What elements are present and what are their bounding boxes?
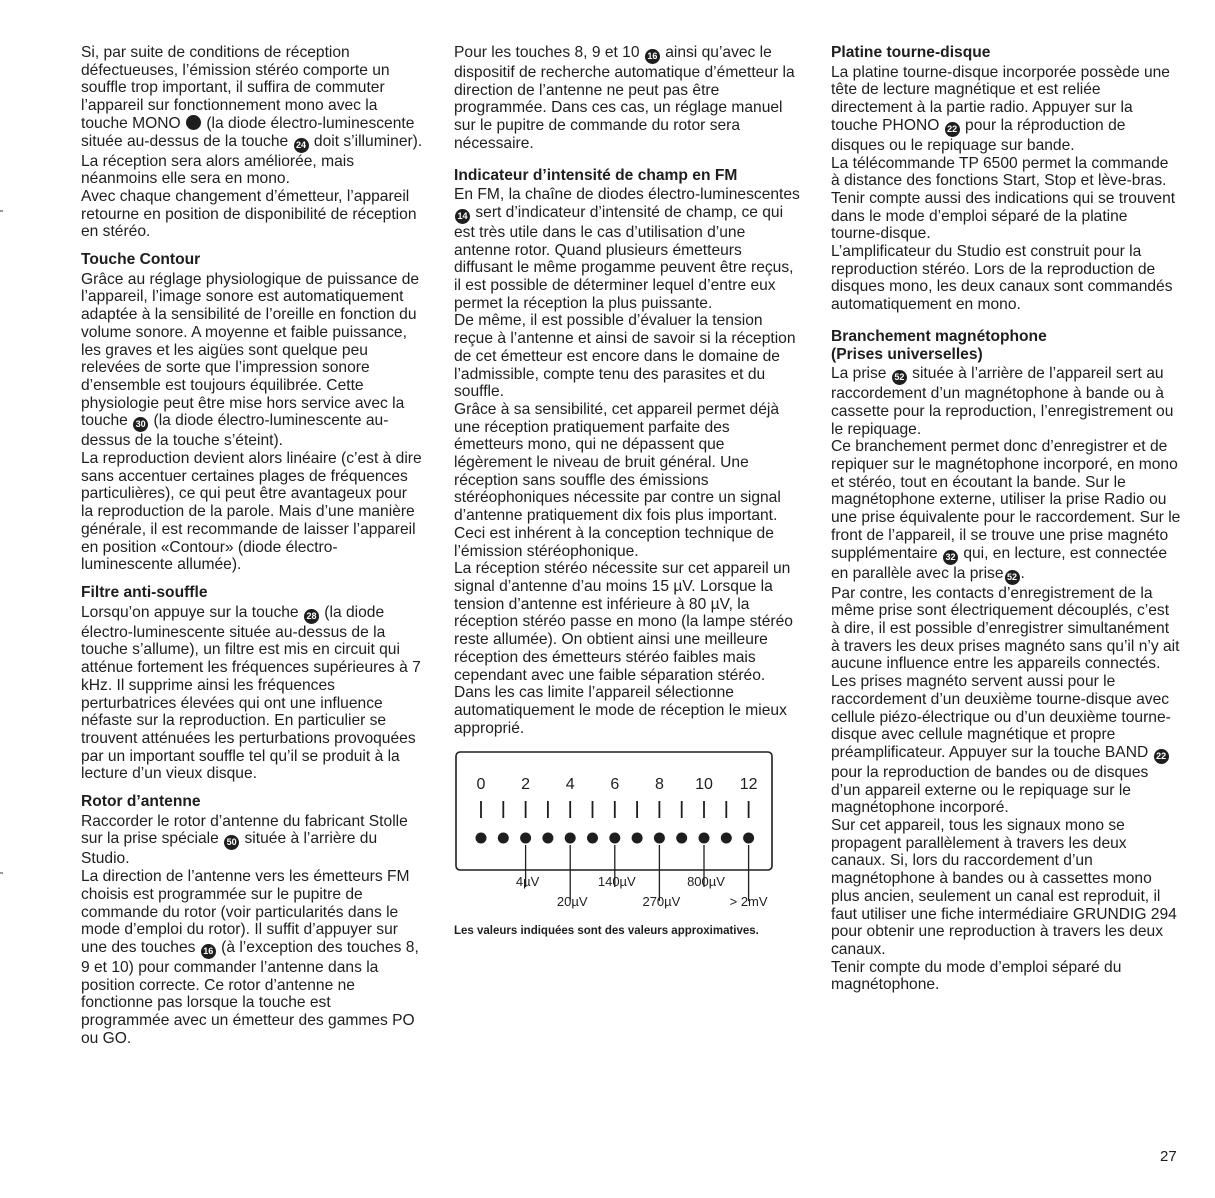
paragraph: La prise 52 située à l’arrière de l’appareil sert au raccordement d’un magnétophone à bande ou à cassette pour la reproduction, l’enregistrement ou le repiquage. [831,365,1174,438]
section-heading: Touche Contour [81,251,201,269]
paragraph: Tenir compte du mode d’emploi séparé du magnétophone. [831,958,1122,994]
control-ref-badge: 28 [304,609,319,624]
scale-label: 8 [654,776,664,794]
field-strength-meter-diagram [454,751,774,921]
figure-caption: Les valeurs indiquées sont des valeurs approximatives. [454,925,759,938]
page-number: 27 [1160,1148,1177,1165]
paragraph: Lorsqu’on appuye sur la touche 28 (la diode électro-luminescente située au-dessus de la touche s’allume), un filtre est mis en circuit qui atténue fortement les fréquences supérieures à 7 kHz. Il supprime ainsi les fréquences perturbatrices élevées qui ont une influence néfaste sur la reproduction. En particulier se trouvent atténuées les perturbations provoquées par un important souffle tel qu’il se produit à la lecture d’un vieux disque. [81,603,421,783]
scale-label: 12 [739,776,758,794]
led-dot [699,833,710,844]
paragraph: La reproduction devient alors linéaire (c’est à dire sans accentuer certaines plages de fréquences particulières), ce qui peut être avantageux pour la reproduction de la parole. Mais d’une manière générale, il est recommande de laisser l’appareil en position «Contour» (diode électro-luminescente allumée). [81,450,422,574]
scale-label: 6 [610,776,620,794]
paragraph: Tenir compte aussi des indications qui se trouvent dans le mode d’emploi séparé de la platine tourne-disque. [831,189,1176,243]
led-dot [476,833,487,844]
scale-label: 10 [695,776,713,794]
control-ref-badge: 16 [201,944,216,959]
control-ref-badge: 24 [294,138,309,153]
paragraph: Grâce à sa sensibilité, cet appareil permet déjà une réception pratiquement parfaite des émetteurs mono, qui ne dépassent que légèrement le niveau de bruit général. Une réception sans souffle des émissions stéréophoniques nécessite par contre un signal d’antenne pratiquement dix fois plus important. Ceci est inhérent à la conception technique de l’émission stéréophonique. [454,400,781,560]
led-dot [721,833,732,844]
section-heading: Filtre anti-souffle [81,583,208,601]
paragraph: Raccorder le rotor d’antenne du fabricant Stolle sur la prise spéciale 50 située à l’arrière du Studio. [81,812,408,868]
paragraph: En FM, la chaîne de diodes électro-luminescentes 14 sert d’indicateur d’intensité de champ, ce qui est très utile dans le cas d’utilisation d’une antenne rotor. Quand plusieurs émetteurs diffusant le même progamme peuvent être reçus, il est possible de déterminer lequel d’entre eux permet la réception la plus puissante. [454,186,800,312]
margin-mark [0,210,3,212]
paragraph: Grâce au réglage physiologique de puissance de l’appareil, l’image sonore est automatiquement adaptée à la sensibilité de l’oreille en fonction du volume sonore. A moyenne et faible puissance, les graves et les aigües sont quelque peu relevées de sorte que l’impression sonore d’ensemble est toujours équilibrée. Cette physiologie peut être mise hors service avec la touche 30 (la diode électro-luminescente au-dessus de la touche s’éteint). [81,270,420,450]
control-ref-badge: 52 [892,370,907,385]
paragraph: Ce branchement permet donc d’enregistrer et de repiquer sur le magnétophone incorporé, en mono et stéréo, tout en écoutant la bande. Sur le magnétophone externe, utiliser la prise Radio ou une prise équivalente pour le raccordement. Sur le front de l’appareil, il se trouve une prise magnéto supplémentaire 32 qui, en lecture, est connectée en parallèle avec la prise 52 . [831,438,1181,584]
paragraph: L’amplificateur du Studio est construit pour la reproduction stéréo. Lors de la reproduction de disques mono, les deux canaux sont commandés automatiquement en mono. [831,243,1173,314]
paragraph: La réception stéréo nécessite sur cet appareil un signal d’antenne d’au moins 15 µV. Lorsque la tension d’antenne est inférieure à 80 µV, la réception stéréo passe en mono (la lampe stéréo reste allumée). On obtient ainsi une meilleure réception des émetteurs stéréo faibles mais cependant avec une faible séparation stéréo. Dans les cas limite l’appareil sélectionne automatiquement le mode de réception le mieux approprié. [454,560,793,737]
section-heading: Branchement magnétophone (Prises universelles) [831,327,1047,363]
paragraph: De même, il est possible d’évaluer la tension reçue à l’antenne et ainsi de savoir si la réception de cet émetteur est encore dans le domaine de l’admissible, compte tenu des parasites et du souffle. [454,312,796,401]
led-dot [498,833,509,844]
control-ref-badge: 52 [1005,570,1020,585]
control-ref-badge: 22 [945,122,960,137]
led-dot [587,833,598,844]
value-label: 140µV [597,874,636,890]
control-ref-badge: 32 [943,550,958,565]
paragraph: Pour les touches 8, 9 et 10 16 ainsi qu’avec le dispositif de recherche automatique d’émetteur la direction de l’antenne ne peut pas être programmée. Dans ces cas, un réglage manuel sur le pupitre de commande du rotor sera nécessaire. [454,44,795,152]
value-label: 20µV [556,894,588,910]
led-dot [654,833,665,844]
led-dot [609,833,620,844]
section-heading: Rotor d’antenne [81,793,201,811]
margin-mark [0,872,3,874]
led-dot [743,833,754,844]
scale-label: 4 [565,776,575,794]
scale-label: 0 [476,776,486,794]
control-ref-badge: 50 [224,835,239,850]
paragraph: La direction de l’antenne vers les émetteurs FM choisis est programmée sur le pupitre de commande du rotor (voir particularités dans le mode d’emploi du rotor). Il suffit d’appuyer sur une des touches 16 (à l’exception des touches 8, 9 et 10) pour commander l’antenne dans la position correcte. Ce rotor d’antenne ne fonctionne pas lorsque la touche est programmée avec un émetteur des gammes PO ou GO. [81,868,419,1047]
value-label: 800µV [687,874,725,890]
led-dot [565,833,576,844]
value-label: > 2mV [729,894,768,910]
paragraph: Sur cet appareil, tous les signaux mono se propagent parallèlement à travers les deux canaux. Si, lors du raccordement d’un magnétophone à bandes ou à cassettes mono plus ancien, seulement un canal est reproduit, il faut utiliser une fiche intermédiaire GRUNDIG 294 pour obtenir une reproduction à travers les deux canaux. [831,817,1177,958]
control-ref-badge: 22 [1154,749,1169,764]
section-heading: Indicateur d’intensité de champ en FM [454,166,738,184]
column-right [831,44,1181,994]
control-ref-badge: 30 [133,417,148,432]
control-ref-badge [186,115,201,130]
value-label: 270µV [642,894,681,910]
scale-label: 2 [521,776,531,794]
section-heading: Platine tourne-disque [831,44,991,61]
led-dot [542,833,553,844]
paragraph: Si, par suite de conditions de réception défectueuses, l’émission stéréo comporte un souffle trop important, il suffira de commuter l’appareil sur fonctionnement mono avec la touche MONO (la diode électro-luminescente située au-dessus de la touche 24 doit s’illuminer). La réception sera alors améliorée, mais néanmoins elle sera en mono. [81,44,423,188]
value-label: 4µV [515,874,540,890]
column-middle [454,44,800,950]
paragraph: Par contre, les contacts d’enregistrement de la même prise sont électriquement découplés, c’est à dire, il est possible d’enregistrer simultanément à travers les deux prises magnéto sans qu’il n’y ait aucune influence entre les appareils connectés. Les prises magnéto servent aussi pour le raccordement d’un deuxième tourne-disque avec cellule piézo-électrique ou d’un deuxième tourne-disque avec cellule magnétique et propre préamplificateur. Appuyer sur la touche BAND 22 pour la reproduction de bandes ou de disques d’un appareil externe ou le repiquage sur le magnétophone incorporé. [831,584,1180,817]
control-ref-badge: 16 [645,49,660,64]
control-ref-badge: 14 [455,209,470,224]
led-dot [632,833,643,844]
paragraph: Avec chaque changement d’émetteur, l’appareil retourne en position de disponibilité de réception en stéréo. [81,187,417,241]
led-dot [676,833,687,844]
column-left [81,44,423,1047]
paragraph: La platine tourne-disque incorporée possède une tête de lecture magnétique et est reliée directement à la partie radio. Appuyer sur la touche PHONO 22 pour la réproduction de disques ou le repiquage sur bande. [831,63,1170,154]
led-dot [520,833,531,844]
paragraph: La télécommande TP 6500 permet la commande à distance des fonctions Start, Stop et lève-bras. [831,154,1169,190]
